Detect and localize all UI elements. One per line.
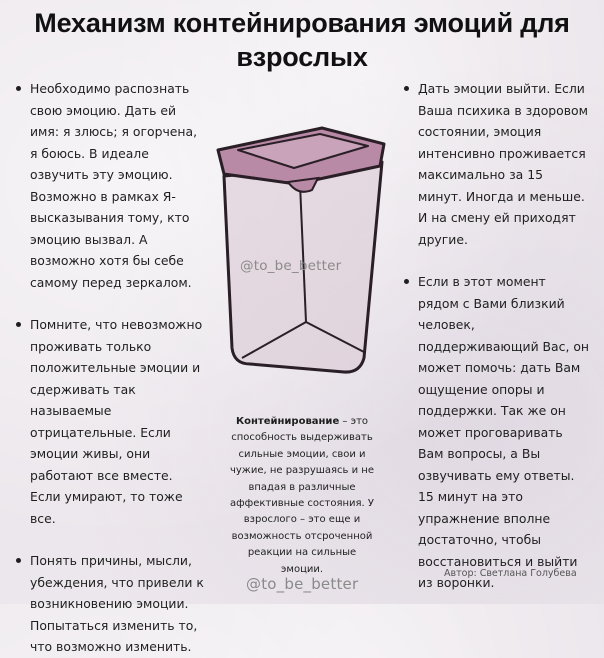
author-credit: Автор: Светлана Голубева xyxy=(444,568,577,579)
title-line-1: Механизм контейнирования эмоций для xyxy=(34,8,570,38)
left-bullet-list xyxy=(16,78,206,658)
title-line-2: взрослых xyxy=(236,42,368,72)
definition-text xyxy=(226,414,378,578)
definition-term: Контейнирование xyxy=(235,416,340,427)
list-item: Дать эмоции выйти. Если Ваша психика в здоровом состоянии, эмоция интенсивно проживается максимально за 15 минут. Иногда и меньше. И на смену ей приходят другие. xyxy=(404,78,590,250)
page-title xyxy=(0,6,604,74)
list-item: Необходимо распознать свою эмоцию. Дать ей имя: я злюсь; я огорчена, я боюсь. В идеале озвучить эту эмоцию. Возможно в рамках Я-высказывания тому, кто эмоцию вызвал. А возможно хотя бы себе самому перед зеркалом. xyxy=(16,78,206,293)
list-item: Если в этот момент рядом с Вами близкий человек, поддерживающий Вас, он может помочь: дать Вам ощущение опоры и поддержки. Так же он может проговаривать Вам вопросы, а Вы озвучивать ему ответы. 15 минут на это упражнение вполне достаточно, чтобы восстановиться и выйти из воронки. xyxy=(404,271,590,594)
right-bullet-list xyxy=(404,78,590,594)
list-item: Помните, что невозможно проживать только положительные эмоции и сдерживать так называемые отрицательные. Если эмоции живы, они работают все вместе. Если умирают, то тоже все. xyxy=(16,314,206,529)
food-storage-container-icon xyxy=(214,126,390,376)
list-item: Понять причины, мысли, убеждения, что привели к возникновению эмоции. Попытаться изменить то, что возможно изменить. xyxy=(16,550,206,658)
definition-body: – это способность выдерживать сильные эмоции, свои и чужие, не разрушаясь и не впадая в различные аффективные состояния. У взрослого – это еще и возможность отсроченной реакции на сильные эмоции. xyxy=(229,416,374,575)
watermark-bottom: @to_be_better xyxy=(246,575,359,593)
watermark: @to_be_better xyxy=(240,258,342,274)
